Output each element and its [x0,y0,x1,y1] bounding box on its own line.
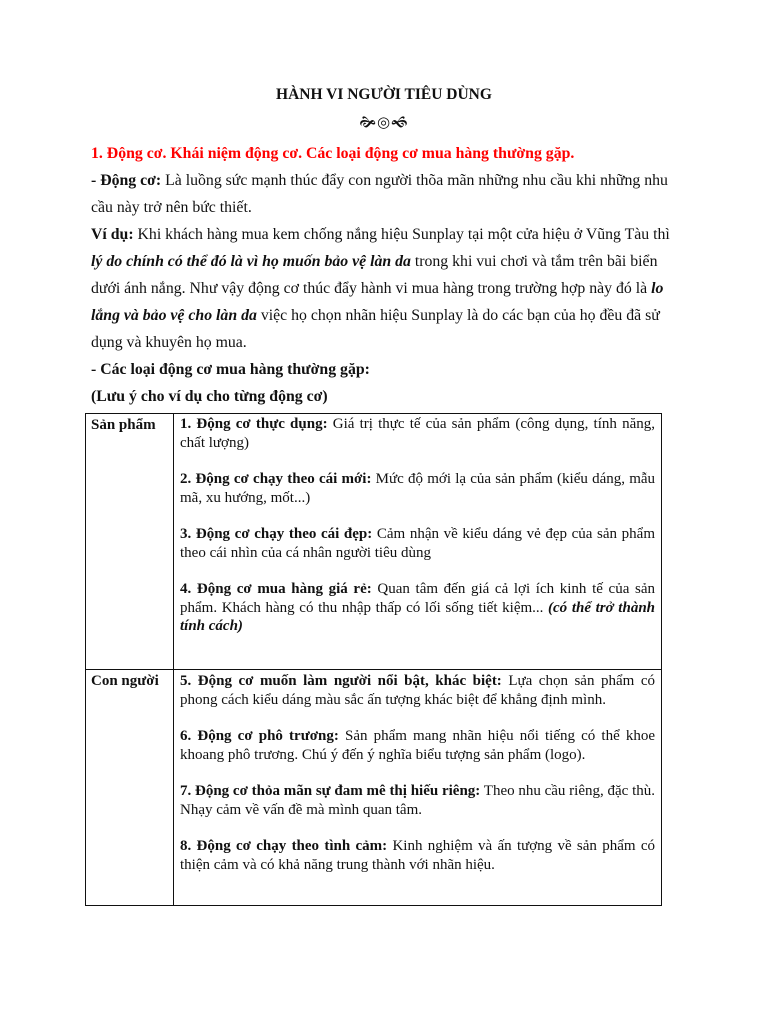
example-label: Ví dụ: [91,226,134,243]
motive-label: 6. Động cơ phô trương: [180,728,339,745]
example-text-1: Khi khách hàng mua kem chống nắng hiệu Sunplay tại một cửa hiệu ở Vũng Tàu thì [133,226,670,243]
motive-label: 2. Động cơ chạy theo cái mới: [180,471,372,487]
motive-emphasis: (có thể trở thành tính cách) [180,599,656,634]
motive-label: 1. Động cơ thực dụng: [180,416,328,432]
table-row-product [86,414,662,670]
motive-text: Mức độ mới lạ của sản phẩm (kiểu dáng, mẫu mã, xu hướng, mốt...) [180,471,656,506]
motive-label: 5. Động cơ muốn làm người nổi bật, khác biệt: [180,673,502,690]
definition-paragraph [91,167,681,221]
motive-text: Sản phẩm mang nhãn hiệu nổi tiếng có thể khoe khoang phô trương. Chú ý đến ý nghĩa biểu tượng sản phẩm (logo). [180,728,655,763]
motive-label: 4. Động cơ mua hàng giá rẻ: [180,581,372,597]
document-body [91,140,681,410]
motive-item-6 [180,727,655,764]
example-paragraph [91,221,681,356]
motive-item-2 [180,470,655,507]
motives-cell [174,670,662,906]
example-text-2: trong khi vui chơi và tắm trên bãi biển dưới ánh nắng. Như vậy động cơ thúc đẩy hành vi mua hàng trong trường hợp này đó là [91,253,658,297]
definition-text: Là luồng sức mạnh thúc đẩy con người thõa mãn những nhu cầu khi những nhu cầu này trở nên bức thiết. [91,172,668,216]
example-text-3: việc họ chọn nhãn hiệu Sunplay là do các bạn của họ đều đã sử dụng và khuyên họ mua. [91,307,660,351]
motive-label: 7. Động cơ thỏa mãn sự đam mê thị hiếu riêng: [180,783,481,800]
motive-label: 3. Động cơ chạy theo cái đẹp: [180,526,373,542]
motive-text: Cảm nhận về kiểu dáng vẻ đẹp của sản phẩm theo cái nhìn của cá nhân người tiêu dùng [180,526,655,561]
motive-item-8 [180,837,655,874]
title-ornament: 🙞◎🙜 [359,115,409,131]
types-note: (Lưu ý cho ví dụ cho từng động cơ) [91,388,328,405]
motive-text: Quan tâm đến giá cả lợi ích kinh tế của sản phẩm. Khách hàng có thu nhập thấp có lối sống tiết kiệm... [180,581,655,616]
motive-text: Giá trị thực tế của sản phẩm (công dụng, tính năng, chất lượng) [180,416,655,451]
document-title: HÀNH VI NGƯỜI TIÊU DÙNG [276,86,492,103]
motive-item-3 [180,525,655,562]
motive-text: Theo nhu cầu riêng, đặc thù. Nhạy cảm về vấn đề mà mình quan tâm. [180,783,655,818]
example-emphasis-2: lo lắng và bảo vệ cho làn da [91,280,664,324]
table-row-person [86,670,662,906]
types-heading: - Các loại động cơ mua hàng thường gặp: [91,361,370,378]
motive-item-1 [180,415,655,452]
category-cell: Con người [86,670,174,906]
motive-item-5 [180,672,655,709]
section-heading: 1. Động cơ. Khái niệm động cơ. Các loại động cơ mua hàng thường gặp. [91,145,575,162]
definition-label: - Động cơ: [91,172,162,189]
motives-cell [174,414,662,670]
motive-text: Kinh nghiệm và ấn tượng về sản phẩm có thiện cảm và có khả năng trung thành với nhãn hiệu. [180,838,655,873]
motive-text: Lựa chọn sản phẩm có phong cách kiểu dáng màu sắc ấn tượng khác biệt để khẳng định mình. [180,673,655,708]
motive-label: 8. Động cơ chạy theo tình cảm: [180,838,388,855]
motive-item-7 [180,782,655,819]
category-cell: Sản phẩm [86,414,174,670]
motive-item-4 [180,580,655,636]
motives-table [85,413,662,906]
example-emphasis-1: lý do chính có thể đó là vì họ muốn bảo vệ làn da [91,253,411,270]
